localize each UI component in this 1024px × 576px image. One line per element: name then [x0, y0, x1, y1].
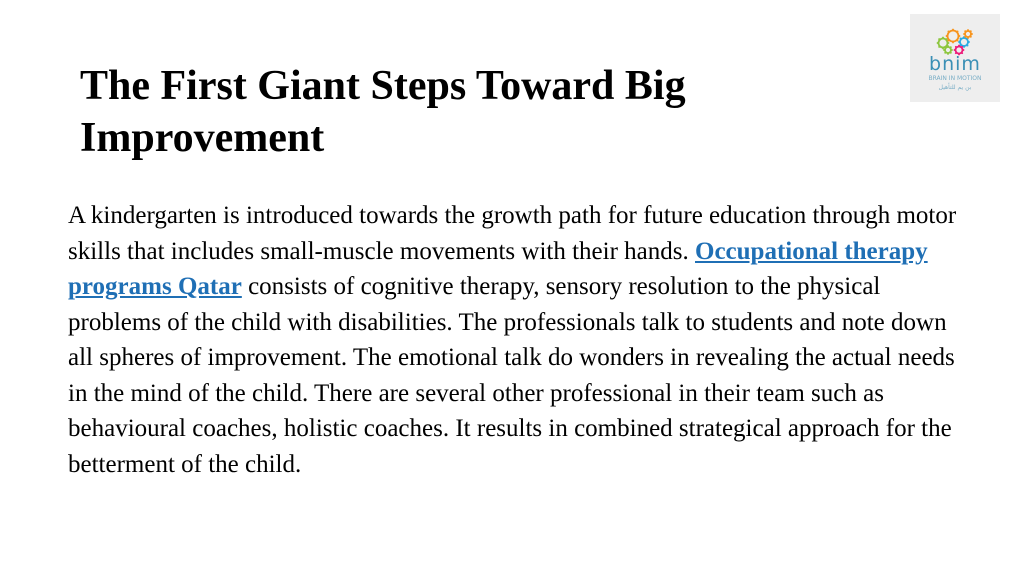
paragraph-text-after-link: consists of cognitive therapy, sensory resolution to the physical problems of the child with disabilities. The professionals talk to students and note down all spheres of improvement. The emotional talk do wonders in revealing the actual needs in the mind of the child. There are several other professional in their team such as behavioural coaches, holistic coaches. It results in combined strategical approach for the betterment of the child. [68, 273, 955, 478]
logo-subtitle-arabic: بن يم للتأهيل [938, 84, 972, 91]
logo-wordmark: bnim [929, 53, 981, 75]
paragraph-text-before-link: A kindergarten is introduced towards the growth path for future education through motor skills that includes small-muscle movements with their hands. [68, 202, 957, 265]
logo-subtitle: BRAIN IN MOTION [928, 75, 982, 82]
slide-title: The First Giant Steps Toward Big Improvement [80, 63, 686, 161]
gears-icon [910, 14, 1000, 58]
occupational-therapy-link[interactable]: Occupational therapy programs Qatar [68, 237, 928, 300]
body-paragraph [68, 198, 968, 482]
brand-logo [910, 14, 1000, 102]
